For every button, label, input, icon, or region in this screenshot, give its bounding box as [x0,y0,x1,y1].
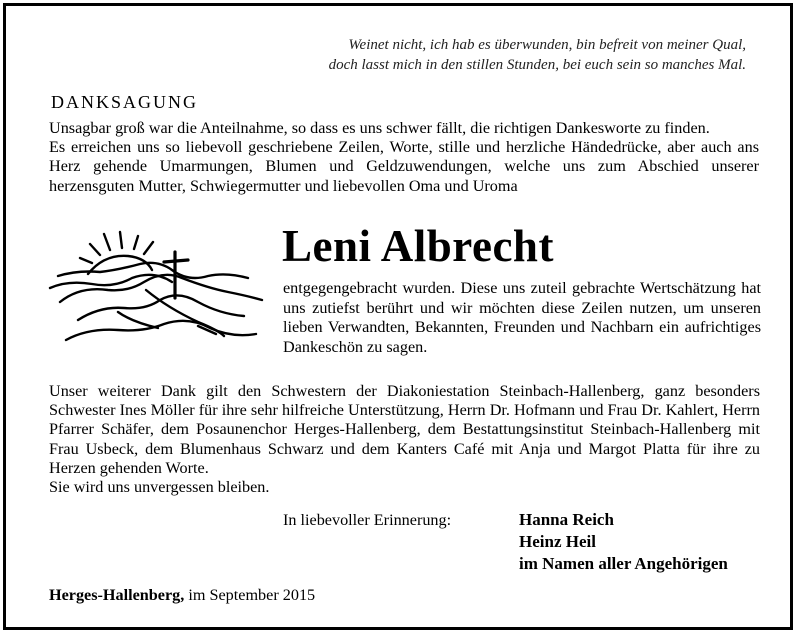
thanks-section [49,382,760,497]
motto-line-1: Weinet nicht, ich hab es überwunden, bin befreit von meiner Qual, [348,37,746,53]
sun-ray [144,242,153,254]
middle-text: entgegengebracht wurden. Diese uns zuteil gebrachte Wertschätzung hat uns zutiefst berührt und wir möchten diese Zeilen nutzen, um unseren lieben Verwandten, Bekannten, Freunden und Nachbarn ein aufrichtiges Dankeschön zu sagen. [283,279,761,356]
obituary-card [3,3,793,630]
thanks-paragraph: Unser weiterer Dank gilt den Schwestern der Diakoniestation Steinbach-Hallenberg, ganz besonders Schwester Ines Möller für ihre sehr hilfreiche Unterstützung, Herrn Dr. Hofmann und Frau Dr. Kahlert, Herrn Pfarrer Schäfer, dem Posaunenchor Herges-Hallenberg, dem Bestattungsinstitut Steinbach-Hallenberg mit Frau Usbeck, dem Blumenhaus Schwarz und dem Kanters Café mit Anja und Margot Platta für ihre zu Herzen gehenden Worte. [49,382,760,477]
deceased-name: Leni Albrecht [282,221,554,271]
signer-name: Hanna Reich [519,510,614,529]
closing-label: In liebevoller Erinnerung: [283,511,452,529]
hills-cross-sunrise-illustration [48,230,268,360]
sun-ray [134,236,138,249]
signer-note: im Namen aller Angehörigen [519,554,728,573]
place-date-line [49,586,315,605]
unforgotten-line: Sie wird uns unvergessen bleiben. [49,478,270,497]
signer-name: Heinz Heil [519,532,596,551]
sun-ray [120,232,122,248]
place-date: im September 2015 [184,586,316,604]
heading: DANKSAGUNG [51,92,199,112]
intro-paragraph-1: Unsagbar groß war die Anteilnahme, so dass es uns schwer fällt, die richtigen Dankesworte zu finden. [49,119,710,137]
cross-beam [164,260,188,262]
place-town: Herges-Hallenberg, [49,586,185,604]
sun-ray [80,258,92,263]
intro-paragraph-2: Es erreichen uns so liebevoll geschriebene Zeilen, Worte, stille und herzliche Händedrücke, aber auch ans Herz gehende Umarmungen, Blumen und Geldzuwendungen, welche uns zum Abschied unserer herzensguten Mutter, Schwiegermutter und liebevollen Oma und Uroma [49,138,759,195]
signers [519,509,728,575]
motto-line-2: doch lasst mich in den stillen Stunden, bei euch sein so manches Mal. [328,57,746,73]
motto-verse [276,35,746,75]
sun-ray [90,244,100,255]
sun-ray [104,234,110,250]
intro-text [49,119,759,196]
